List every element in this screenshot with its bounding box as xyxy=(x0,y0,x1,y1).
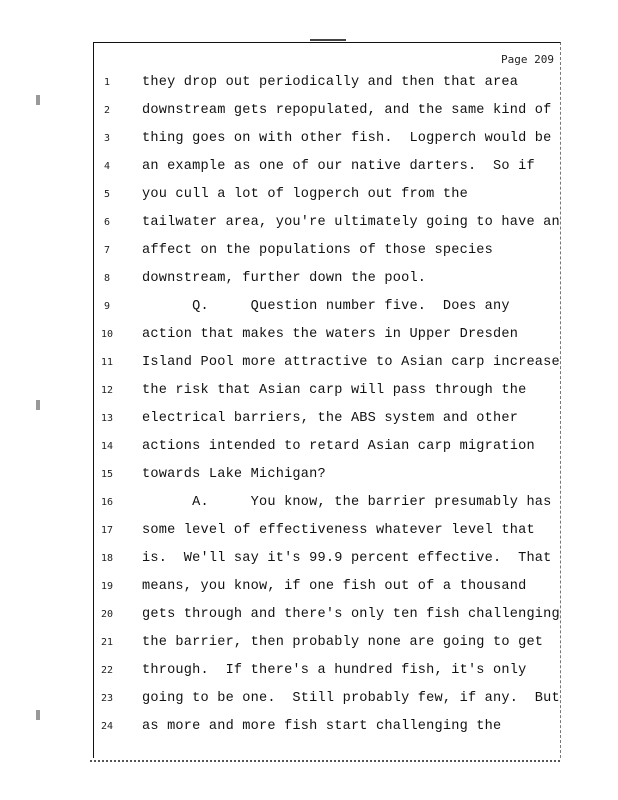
line-text: Q. Question number five. Does any xyxy=(142,299,510,314)
line-text: some level of effectiveness whatever level that xyxy=(142,523,535,538)
transcript-line xyxy=(94,579,560,607)
transcript-line xyxy=(94,607,560,635)
top-mark xyxy=(310,39,346,41)
line-text: they drop out periodically and then that area xyxy=(142,75,519,90)
transcript-line xyxy=(94,663,560,691)
transcript-line xyxy=(94,299,560,327)
line-text: action that makes the waters in Upper Dresden xyxy=(142,327,519,342)
scan-mark xyxy=(36,95,40,105)
line-number: 24 xyxy=(100,721,114,732)
transcript-line xyxy=(94,187,560,215)
line-text: means, you know, if one fish out of a thousand xyxy=(142,579,527,594)
line-number: 23 xyxy=(100,693,114,704)
line-number: 4 xyxy=(103,161,111,172)
line-text: an example as one of our native darters. So if xyxy=(142,159,535,174)
line-number: 18 xyxy=(100,553,114,564)
line-number: 8 xyxy=(103,273,111,284)
transcript-line xyxy=(94,439,560,467)
transcript-page xyxy=(93,42,561,758)
transcript-line xyxy=(94,551,560,579)
line-text: the risk that Asian carp will pass through the xyxy=(142,383,527,398)
transcript-line xyxy=(94,411,560,439)
transcript-line xyxy=(94,75,560,103)
line-text: downstream gets repopulated, and the same kind of xyxy=(142,103,552,118)
line-number: 7 xyxy=(103,245,111,256)
line-text: through. If there's a hundred fish, it's only xyxy=(142,663,527,678)
page-bottom-border xyxy=(90,760,560,762)
line-number: 11 xyxy=(100,357,114,368)
line-number: 15 xyxy=(100,469,114,480)
transcript-line xyxy=(94,495,560,523)
line-number: 13 xyxy=(100,413,114,424)
transcript-line xyxy=(94,271,560,299)
line-number: 12 xyxy=(100,385,114,396)
line-text: downstream, further down the pool. xyxy=(142,271,427,286)
line-text: Island Pool more attractive to Asian carp increase xyxy=(142,355,560,370)
transcript-line xyxy=(94,719,560,747)
transcript-line xyxy=(94,215,560,243)
transcript-line xyxy=(94,467,560,495)
line-number: 19 xyxy=(100,581,114,592)
line-number: 10 xyxy=(100,329,114,340)
line-number: 2 xyxy=(103,105,111,116)
line-number: 22 xyxy=(100,665,114,676)
transcript-line xyxy=(94,383,560,411)
line-text: affect on the populations of those species xyxy=(142,243,494,258)
transcript-line xyxy=(94,691,560,719)
line-number: 16 xyxy=(100,497,114,508)
line-number: 17 xyxy=(100,525,114,536)
line-number: 14 xyxy=(100,441,114,452)
line-text: tailwater area, you're ultimately going to have an xyxy=(142,215,560,230)
line-text: A. You know, the barrier presumably has xyxy=(142,495,552,510)
line-text: electrical barriers, the ABS system and other xyxy=(142,411,519,426)
line-number: 6 xyxy=(103,217,111,228)
transcript-line xyxy=(94,523,560,551)
scan-mark xyxy=(36,710,40,720)
line-number: 21 xyxy=(100,637,114,648)
transcript-lines xyxy=(94,75,560,747)
transcript-line xyxy=(94,131,560,159)
transcript-line xyxy=(94,103,560,131)
transcript-line xyxy=(94,159,560,187)
line-number: 20 xyxy=(100,609,114,620)
line-text: going to be one. Still probably few, if any. But xyxy=(142,691,560,706)
line-text: you cull a lot of logperch out from the xyxy=(142,187,468,202)
line-text: thing goes on with other fish. Logperch would be xyxy=(142,131,552,146)
line-text: actions intended to retard Asian carp migration xyxy=(142,439,535,454)
transcript-line xyxy=(94,243,560,271)
line-text: gets through and there's only ten fish challenging xyxy=(142,607,560,622)
line-number: 5 xyxy=(103,189,111,200)
transcript-line xyxy=(94,355,560,383)
line-number: 1 xyxy=(103,77,111,88)
line-text: as more and more fish start challenging the xyxy=(142,719,502,734)
page-number: Page 209 xyxy=(501,53,554,66)
transcript-line xyxy=(94,327,560,355)
scan-mark xyxy=(36,400,40,410)
line-number: 3 xyxy=(103,133,111,144)
line-text: is. We'll say it's 99.9 percent effective. That xyxy=(142,551,552,566)
line-text: the barrier, then probably none are going to get xyxy=(142,635,544,650)
transcript-line xyxy=(94,635,560,663)
line-text: towards Lake Michigan? xyxy=(142,467,326,482)
line-number: 9 xyxy=(103,301,111,312)
